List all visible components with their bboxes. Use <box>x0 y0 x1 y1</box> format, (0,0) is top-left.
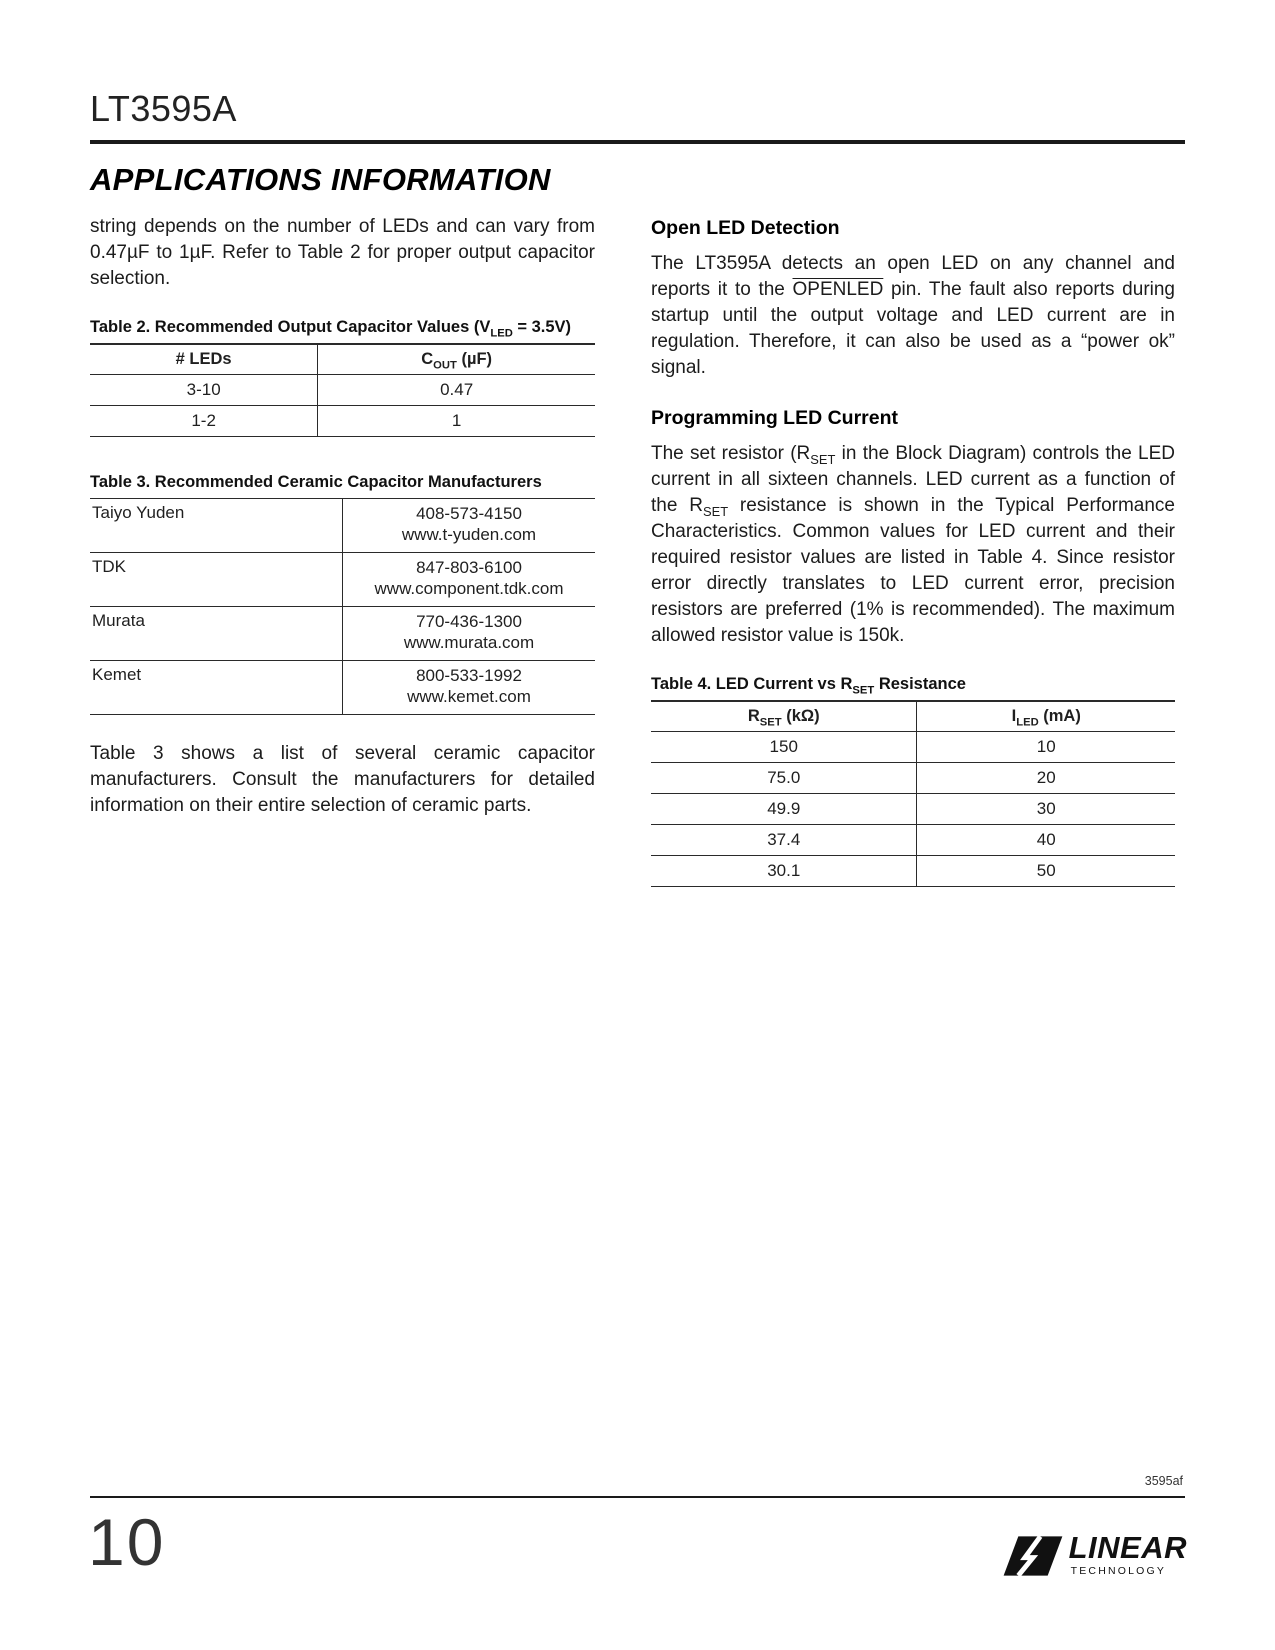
table4-rset-cell: 75.0 <box>651 763 917 794</box>
section-title: APPLICATIONS INFORMATION <box>90 162 551 197</box>
table2-caption-post: = 3.5V) <box>512 318 572 336</box>
logo-text <box>1069 1532 1187 1577</box>
manufacturer-name: Kemet <box>90 661 343 715</box>
lt-logo-icon <box>1002 1532 1064 1580</box>
table4-iled-cell: 50 <box>917 856 1175 887</box>
table4-caption-sub: SET <box>852 684 875 697</box>
table-row <box>651 763 1175 794</box>
manufacturer-contact <box>343 499 596 553</box>
table3 <box>90 498 595 715</box>
header-rule <box>90 140 1185 144</box>
logo-sub-brand: TECHNOLOGY <box>1070 1565 1167 1577</box>
table4-iled-cell: 20 <box>917 763 1175 794</box>
table2-col1-header <box>90 344 318 375</box>
table4-col2-header <box>917 701 1175 732</box>
table2-col2-header <box>318 344 595 375</box>
manufacturer-phone: 847-803-6100 <box>416 558 522 577</box>
table-row <box>90 375 595 406</box>
right-column <box>651 214 1175 887</box>
table2-cout-cell: 1 <box>318 406 595 437</box>
table-row <box>90 406 595 437</box>
closing-paragraph: Table 3 shows a list of several ceramic capacitor manufacturers. Consult the manufacturers for detailed information on their entire selection of ceramic parts. <box>90 743 595 816</box>
content-columns <box>90 214 1185 887</box>
table2-leds-cell: 1-2 <box>90 406 318 437</box>
table4-rset-cell: 150 <box>651 732 917 763</box>
manufacturer-contact <box>343 553 596 607</box>
table-row <box>90 499 595 553</box>
manufacturer-website: www.murata.com <box>403 633 535 652</box>
manufacturer-phone: 408-573-4150 <box>416 504 522 523</box>
table4-caption <box>651 675 1175 697</box>
rset-subscript: SET <box>810 451 836 467</box>
text-segment: in the Block Diagram) controls the LED current in all sixteen channels. LED current as a function of the R <box>651 443 1176 516</box>
table2-cout-cell: 0.47 <box>318 375 595 406</box>
part-number: LT3595A <box>90 88 237 129</box>
page-number: 10 <box>88 1505 166 1579</box>
text-segment: pin. The fault also reports during startup until the output voltage and LED current are in regulation. Therefore, it can also be used as a “power ok” signal. <box>651 279 1175 378</box>
table2-caption-sub: LED <box>490 327 513 340</box>
rset-subscript: SET <box>702 503 729 519</box>
table4-col1-header-sub: SET <box>759 716 782 729</box>
table2-header-row <box>90 344 595 375</box>
doc-code: 3595af <box>1144 1474 1183 1488</box>
table4-caption-pre: Table 4. LED Current vs R <box>651 675 853 693</box>
table4 <box>651 700 1175 887</box>
open-led-heading: Open LED Detection <box>651 217 840 239</box>
manufacturer-contact <box>343 661 596 715</box>
table4-rset-cell: 49.9 <box>651 794 917 825</box>
text-segment: The LT3595A detects an open LED on any channel and reports it to the <box>651 253 1175 300</box>
table2-col1-header-label: # LEDs <box>175 350 232 368</box>
table4-col2-header-pre: I <box>1011 707 1017 725</box>
table4-header-row <box>651 701 1175 732</box>
table4-rset-cell: 37.4 <box>651 825 917 856</box>
programming-paragraph <box>651 441 1175 649</box>
table2-col2-header-post: (µF) <box>456 350 493 368</box>
manufacturer-contact <box>343 607 596 661</box>
footer-rule <box>90 1496 1185 1498</box>
table4-col2-header-post: (mA) <box>1038 707 1081 725</box>
table2 <box>90 343 595 437</box>
manufacturer-name: TDK <box>90 553 343 607</box>
open-led-paragraph <box>651 251 1175 381</box>
table2-col2-header-pre: C <box>421 350 434 368</box>
table2-caption-pre: Table 2. Recommended Output Capacitor Values (V <box>90 318 491 336</box>
table-row <box>90 661 595 715</box>
linear-technology-logo <box>1002 1532 1187 1580</box>
table4-caption-post: Resistance <box>874 675 966 693</box>
table3-caption: Table 3. Recommended Ceramic Capacitor Manufacturers <box>90 473 542 491</box>
table4-iled-cell: 40 <box>917 825 1175 856</box>
table-row <box>651 732 1175 763</box>
openled-pin-name: OPENLED <box>792 279 884 300</box>
table-row <box>90 553 595 607</box>
table-row <box>651 825 1175 856</box>
table4-col1-header-pre: R <box>747 707 760 725</box>
manufacturer-name: Murata <box>90 607 343 661</box>
intro-paragraph: string depends on the number of LEDs and can vary from 0.47µF to 1µF. Refer to Table 2 for proper output capacitor selection. <box>90 216 595 289</box>
table-row <box>90 607 595 661</box>
manufacturer-website: www.component.tdk.com <box>374 579 564 598</box>
table-row <box>651 856 1175 887</box>
manufacturer-website: www.t-yuden.com <box>401 525 537 544</box>
table4-col1-header-post: (kΩ) <box>781 707 820 725</box>
table-row <box>651 794 1175 825</box>
manufacturer-name: Taiyo Yuden <box>90 499 343 553</box>
table4-col1-header <box>651 701 917 732</box>
manufacturer-website: www.kemet.com <box>407 687 531 706</box>
logo-brand: LINEAR <box>1068 1530 1187 1565</box>
table4-iled-cell: 30 <box>917 794 1175 825</box>
table2-col2-header-sub: OUT <box>433 359 457 372</box>
table4-col2-header-sub: LED <box>1016 716 1039 729</box>
table4-iled-cell: 10 <box>917 732 1175 763</box>
programming-heading: Programming LED Current <box>651 407 899 429</box>
text-segment: The set resistor (R <box>651 443 811 464</box>
manufacturer-phone: 770-436-1300 <box>416 612 522 631</box>
table2-caption <box>90 318 595 340</box>
left-column <box>90 214 595 887</box>
table4-rset-cell: 30.1 <box>651 856 917 887</box>
text-segment: resistance is shown in the Typical Performance Characteristics. Common values for LED current and their required resistor values are listed in Table 4. Since resistor error directly translates to LED current error, precision resistors are preferred (1% is recommended). The maximum allowed resistor value is 150k. <box>651 495 1175 646</box>
manufacturer-phone: 800-533-1992 <box>416 666 522 685</box>
table2-leds-cell: 3-10 <box>90 375 318 406</box>
